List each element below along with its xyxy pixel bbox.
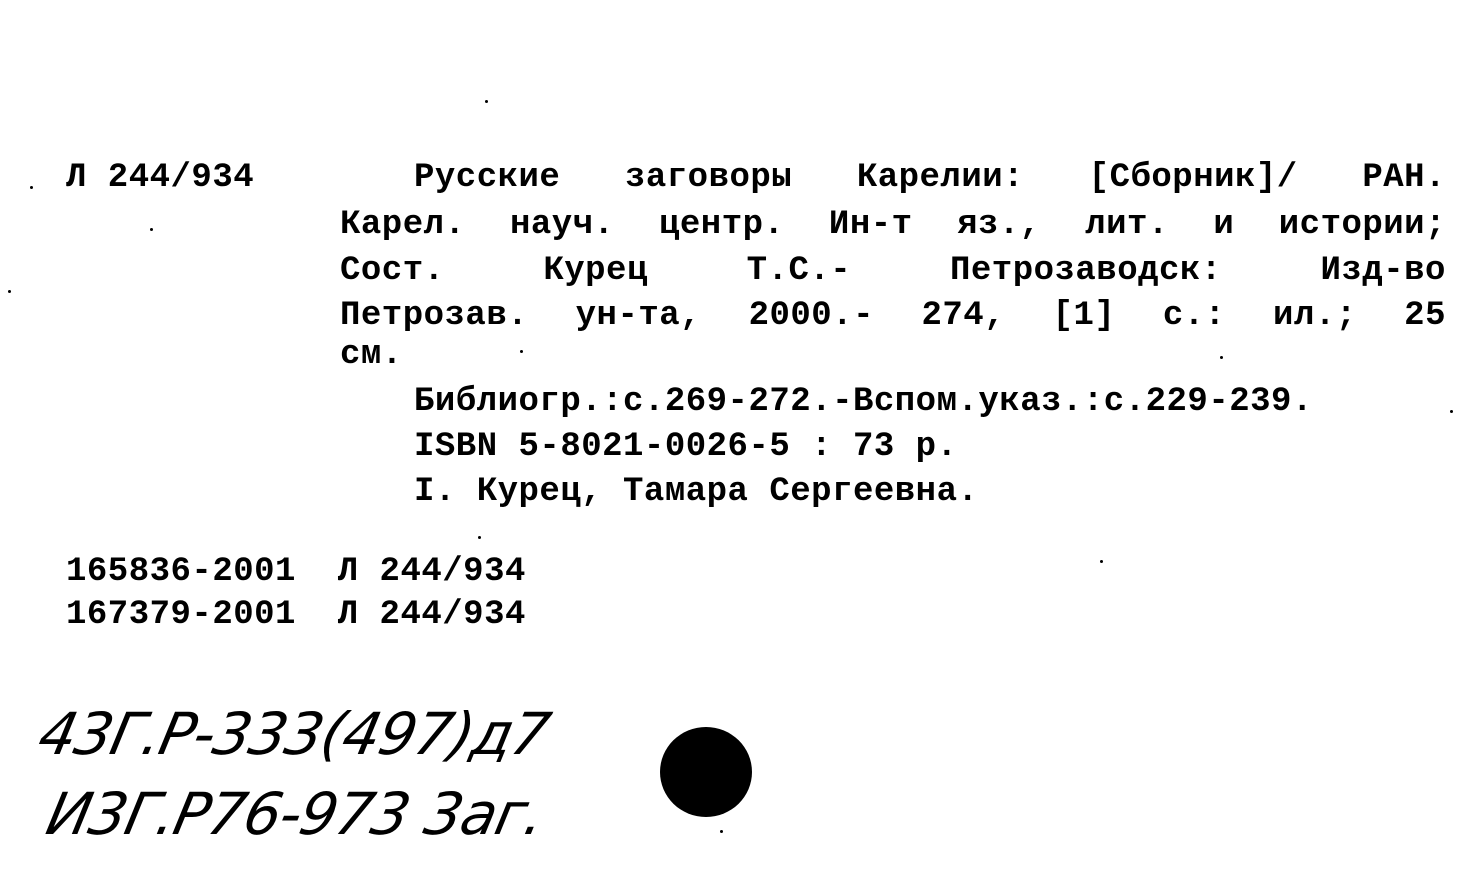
description-line-4: [340, 294, 1446, 338]
scan-speck: [8, 290, 11, 293]
description-word: науч.: [509, 206, 615, 244]
description-word: ун-та,: [575, 297, 702, 335]
description-line-2: [340, 203, 1446, 247]
isbn-note: ISBN 5-8021-0026-5 : 73 р.: [414, 428, 958, 466]
description-word: и: [1213, 206, 1235, 244]
accession-shelfmark: Л 244/934: [337, 596, 526, 634]
title-line: [414, 156, 1446, 200]
description-word: лит.: [1085, 206, 1169, 244]
accession-row: [66, 550, 526, 594]
description-word: яз.,: [957, 206, 1041, 244]
description-word: 25: [1404, 297, 1446, 335]
description-word: с.:: [1162, 297, 1226, 335]
punch-hole-dot: [660, 727, 752, 817]
accession-number: 165836-2001: [66, 553, 296, 591]
scan-speck: [1100, 560, 1103, 563]
description-word: Карел.: [340, 206, 466, 244]
description-line-5: см.: [340, 336, 403, 374]
description-word: [1]: [1052, 297, 1116, 335]
description-word: истории;: [1278, 206, 1446, 244]
title-word: Русские: [414, 159, 561, 197]
title-word: Карелии:: [856, 159, 1025, 197]
accession-number: 167379-2001: [66, 596, 296, 634]
scan-speck: [485, 100, 488, 103]
scan-speck: [30, 186, 33, 189]
title-word: РАН.: [1362, 159, 1446, 197]
title-word: заговоры: [624, 159, 793, 197]
scan-speck: [1220, 356, 1223, 359]
bibliography-note: Библиогр.:с.269-272.-Вспом.указ.:с.229-239.: [414, 383, 1313, 421]
description-word: Изд-во: [1320, 252, 1446, 290]
scan-speck: [520, 350, 523, 353]
scan-speck: [720, 830, 723, 833]
handwritten-classification-2: И3Г.Р76-973 3аг.: [40, 780, 551, 848]
handwritten-classification-1: 43Г.Р-333(497)д7: [32, 700, 556, 768]
description-word: Петрозав.: [340, 297, 529, 335]
description-word: 274,: [921, 297, 1006, 335]
description-word: Сост.: [340, 252, 445, 290]
description-word: 2000.-: [748, 297, 874, 335]
added-entry-note: I. Курец, Тамара Сергеевна.: [414, 473, 979, 511]
description-word: Петрозаводск:: [949, 252, 1222, 290]
description-word: Т.С.-: [746, 252, 852, 290]
description-line-3: [340, 249, 1446, 293]
scan-speck: [150, 228, 153, 231]
title-word: [Сборник]/: [1088, 159, 1298, 197]
scan-speck: [1450, 410, 1453, 413]
description-word: ил.;: [1273, 297, 1357, 335]
description-word: центр.: [658, 206, 785, 244]
accession-shelfmark: Л 244/934: [337, 553, 526, 591]
description-word: Ин-т: [828, 206, 913, 244]
scan-speck: [478, 536, 481, 539]
description-word: Курец: [543, 252, 648, 290]
shelfmark: Л 244/934: [66, 159, 255, 197]
accession-row: [66, 593, 526, 637]
